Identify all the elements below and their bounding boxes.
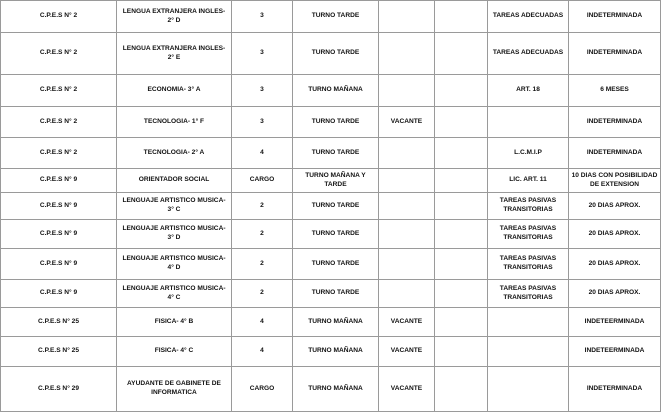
- table-row: [1, 107, 661, 138]
- table-body: [1, 1, 661, 412]
- table-row: [1, 367, 661, 412]
- cell-subject: LENGUAJE ARTISTICO MUSICA- 4° C: [117, 280, 232, 308]
- cell-extra: [435, 280, 488, 308]
- cell-duration: 6 MESES: [569, 75, 661, 107]
- cell-status: VACANTE: [379, 367, 435, 412]
- cell-school: C.P.E.S N° 25: [1, 337, 117, 367]
- cell-shift: TURNO TARDE: [293, 193, 379, 220]
- cell-extra: [435, 220, 488, 249]
- cell-reason: TAREAS PASIVAS TRANSITORIAS: [488, 280, 569, 308]
- table-row: [1, 280, 661, 308]
- cell-duration: 20 DIAS APROX.: [569, 280, 661, 308]
- cell-school: C.P.E.S N° 2: [1, 1, 117, 33]
- cell-hours: 3: [232, 33, 293, 75]
- cell-duration: INDETERMINADA: [569, 33, 661, 75]
- cell-shift: TURNO MAÑANA: [293, 337, 379, 367]
- cell-school: C.P.E.S N° 9: [1, 169, 117, 193]
- table-row: [1, 249, 661, 280]
- cell-reason: TAREAS PASIVAS TRANSITORIAS: [488, 193, 569, 220]
- cell-school: C.P.E.S N° 2: [1, 107, 117, 138]
- cell-hours: 2: [232, 249, 293, 280]
- cell-subject: LENGUAJE ARTISTICO MUSICA- 4° D: [117, 249, 232, 280]
- cell-hours: 3: [232, 75, 293, 107]
- cell-reason: TAREAS ADECUADAS: [488, 33, 569, 75]
- table-row: [1, 1, 661, 33]
- cell-reason: [488, 367, 569, 412]
- cell-hours: 3: [232, 107, 293, 138]
- cell-duration: INDETERMINADA: [569, 367, 661, 412]
- cell-status: [379, 138, 435, 169]
- table-row: [1, 138, 661, 169]
- cell-shift: TURNO TARDE: [293, 220, 379, 249]
- cell-subject: ORIENTADOR SOCIAL: [117, 169, 232, 193]
- cell-subject: FISICA- 4° C: [117, 337, 232, 367]
- cell-shift: TURNO TARDE: [293, 249, 379, 280]
- cell-subject: LENGUAJE ARTISTICO MUSICA- 3° D: [117, 220, 232, 249]
- table-row: [1, 33, 661, 75]
- cell-extra: [435, 308, 488, 337]
- cell-status: [379, 1, 435, 33]
- cell-duration: INDETEERMINADA: [569, 308, 661, 337]
- cell-school: C.P.E.S N° 2: [1, 138, 117, 169]
- cell-duration: INDETEERMINADA: [569, 337, 661, 367]
- cell-hours: 4: [232, 308, 293, 337]
- cell-subject: FISICA- 4° B: [117, 308, 232, 337]
- cell-duration: 20 DIAS APROX.: [569, 193, 661, 220]
- cell-status: VACANTE: [379, 308, 435, 337]
- cell-school: C.P.E.S N° 9: [1, 220, 117, 249]
- cell-subject: LENGUA EXTRANJERA INGLES- 2° E: [117, 33, 232, 75]
- cell-shift: TURNO MAÑANA Y TARDE: [293, 169, 379, 193]
- cell-duration: 20 DIAS APROX.: [569, 220, 661, 249]
- cell-school: C.P.E.S N° 2: [1, 33, 117, 75]
- cell-duration: 10 DIAS CON POSIBILIDAD DE EXTENSION: [569, 169, 661, 193]
- cell-status: [379, 75, 435, 107]
- cell-extra: [435, 249, 488, 280]
- cell-reason: TAREAS PASIVAS TRANSITORIAS: [488, 249, 569, 280]
- cell-shift: TURNO MAÑANA: [293, 367, 379, 412]
- cell-status: [379, 169, 435, 193]
- cell-hours: 2: [232, 193, 293, 220]
- cell-subject: LENGUAJE ARTISTICO MUSICA- 3° C: [117, 193, 232, 220]
- cell-school: C.P.E.S N° 9: [1, 193, 117, 220]
- cell-extra: [435, 169, 488, 193]
- cell-extra: [435, 337, 488, 367]
- cell-subject: TECNOLOGIA- 1° F: [117, 107, 232, 138]
- cell-shift: TURNO TARDE: [293, 1, 379, 33]
- cell-hours: 2: [232, 280, 293, 308]
- cell-subject: ECONOMIA- 3° A: [117, 75, 232, 107]
- table-row: [1, 75, 661, 107]
- cell-school: C.P.E.S N° 9: [1, 280, 117, 308]
- cell-reason: [488, 308, 569, 337]
- cell-hours: 2: [232, 220, 293, 249]
- cell-school: C.P.E.S N° 2: [1, 75, 117, 107]
- cell-duration: INDETERMINADA: [569, 107, 661, 138]
- cell-shift: TURNO MAÑANA: [293, 75, 379, 107]
- cell-shift: TURNO TARDE: [293, 107, 379, 138]
- cell-shift: TURNO MAÑANA: [293, 308, 379, 337]
- cell-reason: [488, 107, 569, 138]
- cell-reason: TAREAS PASIVAS TRANSITORIAS: [488, 220, 569, 249]
- cell-status: [379, 33, 435, 75]
- cell-school: C.P.E.S N° 25: [1, 308, 117, 337]
- cell-subject: LENGUA EXTRANJERA INGLES- 2° D: [117, 1, 232, 33]
- table-row: [1, 169, 661, 193]
- cell-hours: CARGO: [232, 169, 293, 193]
- cell-extra: [435, 1, 488, 33]
- cell-reason: LIC. ART. 11: [488, 169, 569, 193]
- cell-extra: [435, 138, 488, 169]
- cell-status: VACANTE: [379, 337, 435, 367]
- cell-hours: 4: [232, 337, 293, 367]
- cell-hours: CARGO: [232, 367, 293, 412]
- cell-extra: [435, 107, 488, 138]
- cell-hours: 3: [232, 1, 293, 33]
- cell-extra: [435, 33, 488, 75]
- cell-status: [379, 193, 435, 220]
- cell-shift: TURNO TARDE: [293, 280, 379, 308]
- cell-hours: 4: [232, 138, 293, 169]
- table-row: [1, 308, 661, 337]
- cell-shift: TURNO TARDE: [293, 138, 379, 169]
- cell-extra: [435, 367, 488, 412]
- cell-shift: TURNO TARDE: [293, 33, 379, 75]
- cell-reason: TAREAS ADECUADAS: [488, 1, 569, 33]
- cell-school: C.P.E.S N° 9: [1, 249, 117, 280]
- cell-status: VACANTE: [379, 107, 435, 138]
- cell-status: [379, 280, 435, 308]
- cell-status: [379, 220, 435, 249]
- cell-subject: TECNOLOGIA- 2° A: [117, 138, 232, 169]
- table-row: [1, 193, 661, 220]
- cell-extra: [435, 193, 488, 220]
- cell-reason: ART. 18: [488, 75, 569, 107]
- cell-status: [379, 249, 435, 280]
- cell-duration: 20 DIAS APROX.: [569, 249, 661, 280]
- cell-extra: [435, 75, 488, 107]
- cell-reason: L.C.M.I.P: [488, 138, 569, 169]
- cell-duration: INDETERMINADA: [569, 138, 661, 169]
- cell-school: C.P.E.S N° 29: [1, 367, 117, 412]
- cell-duration: INDETERMINADA: [569, 1, 661, 33]
- table-row: [1, 220, 661, 249]
- cell-subject: AYUDANTE DE GABINETE DE INFORMATICA: [117, 367, 232, 412]
- table-row: [1, 337, 661, 367]
- cell-reason: [488, 337, 569, 367]
